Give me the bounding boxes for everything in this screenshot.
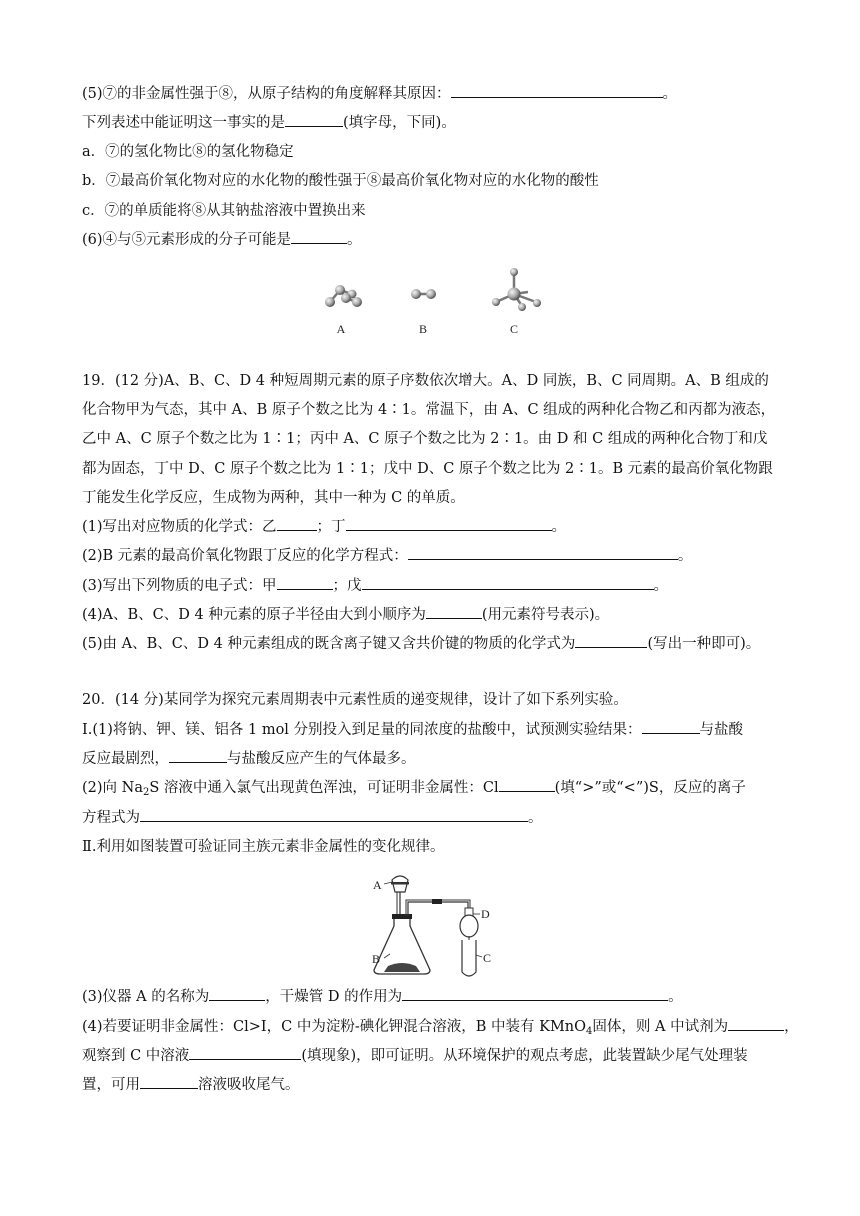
q20-part-ii: Ⅱ.利用如图装置可验证同主族元素非金属性的变化规律。 [82, 839, 445, 855]
apparatus-label-d: D [481, 907, 490, 921]
q20-part2-line2: 方程式为 。 [82, 807, 543, 829]
answer-blank[interactable] [169, 748, 227, 763]
figure-label-c: C [509, 322, 519, 336]
molecule-a [325, 285, 362, 307]
answer-blank[interactable] [209, 986, 265, 1001]
answer-blank[interactable] [140, 1074, 198, 1089]
molecule-c [492, 268, 541, 311]
apparatus-figure [370, 870, 505, 982]
q20-sub3: (3)仪器 A 的名称为 ，干燥管 D 的作用为 。 [82, 986, 683, 1008]
answer-blank[interactable] [426, 604, 482, 619]
q18-6-stem: (6)④与⑤元素形成的分子可能是 。 [82, 229, 362, 251]
apparatus-label-c: C [483, 951, 492, 965]
apparatus-label-a: A [373, 878, 382, 892]
q20-sub4-line1: (4)若要证明非金属性：Cl>I，C 中为淀粉-碘化钾混合溶液，B 中装有 KMnO$_4$固体，则 A 中试剂为 ， [82, 1016, 799, 1043]
q20-part1-line1: Ⅰ.(1)将钠、钾、镁、铝各 1 mol 分别投入到足量的同浓度的盐酸中，试预测实验结果： 与盐酸 [82, 719, 743, 741]
q19-sub3: (3)写出下列物质的电子式：甲 ；戊 。 [82, 575, 668, 597]
answer-blank[interactable] [408, 545, 678, 560]
q20-sub4-line3: 置，可用 溶液吸收尾气。 [82, 1074, 300, 1096]
q19-stem-line2: 化合物甲为气态，其中 A、B 原子个数之比为 4∶1。常温下，由 A、C 组成的两种化合物乙和丙都为液态， [82, 402, 776, 418]
option-a: a．⑦的氢化物比⑧的氢化物稳定 [82, 144, 294, 160]
q20-stem: 20．(14 分)某同学为探究元素周期表中元素性质的递变规律，设计了如下系列实验。 [82, 692, 628, 708]
q19-sub1: (1)写出对应物质的化学式：乙 ；丁 。 [82, 516, 566, 538]
answer-blank[interactable] [346, 516, 552, 531]
answer-blank[interactable] [728, 1016, 784, 1031]
answer-blank[interactable] [140, 807, 528, 822]
answer-blank[interactable] [451, 83, 663, 98]
answer-blank[interactable] [189, 1045, 301, 1060]
option-b: b．⑦最高价氧化物对应的水化物的酸性强于⑧最高价氧化物对应的水化物的酸性 [82, 173, 599, 189]
q20-part2-line1: (2)向 $Na_2S$ 溶液中通入氯气出现黄色浑浊，可证明非金属性：Cl (填“>”或“<”)S，反应的离子 [82, 777, 746, 804]
option-c: c．⑦的单质能将⑧从其钠盐溶液中置换出来 [82, 203, 366, 219]
apparatus-label-b: B [372, 952, 381, 966]
q19-stem-line1: 19．(12 分)A、B、C、D 4 种短周期元素的原子序数依次增大。A、D 同族，B、C 同周期。A、B 组成的 [82, 373, 769, 389]
q19-sub5: (5)由 A、B、C、D 4 种元素组成的既含离子键又含共价键的物质的化学式为 (写出一种即可)。 [82, 633, 760, 655]
answer-blank[interactable] [575, 633, 647, 648]
answer-blank[interactable] [277, 575, 333, 590]
answer-blank[interactable] [362, 575, 654, 590]
figure-label-a: A [336, 322, 346, 336]
q19-stem-line4: 都为固态，丁中 D、C 原子个数之比为 1∶1；戊中 D、C 原子个数之比为 2∶1。B 元素的最高价氧化物跟 [82, 461, 773, 477]
answer-blank[interactable] [291, 229, 347, 244]
molecule-b [411, 289, 436, 299]
answer-blank[interactable] [285, 112, 343, 127]
q19-stem-line5: 丁能发生化学反应，生成物为两种，其中一种为 C 的单质。 [82, 490, 465, 506]
answer-blank[interactable] [642, 719, 700, 734]
q19-sub4: (4)A、B、C、D 4 种元素的原子半径由大到小顺序为 (用元素符号表示)。 [82, 604, 609, 626]
q20-sub4-line2: 观察到 C 中溶液 (填现象)，即可证明。从环境保护的观点考虑，此装置缺少尾气处理装 [82, 1045, 748, 1067]
answer-blank[interactable] [277, 516, 317, 531]
molecule-models-figure [310, 262, 560, 342]
answer-blank[interactable] [402, 986, 668, 1001]
q18-5-question: 下列表述中能证明这一事实的是 (填字母，下同)。 [82, 112, 456, 134]
q20-part1-line2: 反应最剧烈， 与盐酸反应产生的气体最多。 [82, 748, 416, 770]
figure-label-b: B [418, 322, 428, 336]
q19-stem-line3: 乙中 A、C 原子个数之比为 1∶1；丙中 A、C 原子个数之比为 2∶1。由 D 和 C 组成的两种化合物丁和戊 [82, 431, 768, 447]
answer-blank[interactable] [499, 777, 555, 792]
q18-5-stem: (5)⑦的非金属性强于⑧，从原子结构的角度解释其原因： 。 [82, 83, 677, 105]
q19-sub2: (2)B 元素的最高价氧化物跟丁反应的化学方程式： 。 [82, 545, 692, 567]
